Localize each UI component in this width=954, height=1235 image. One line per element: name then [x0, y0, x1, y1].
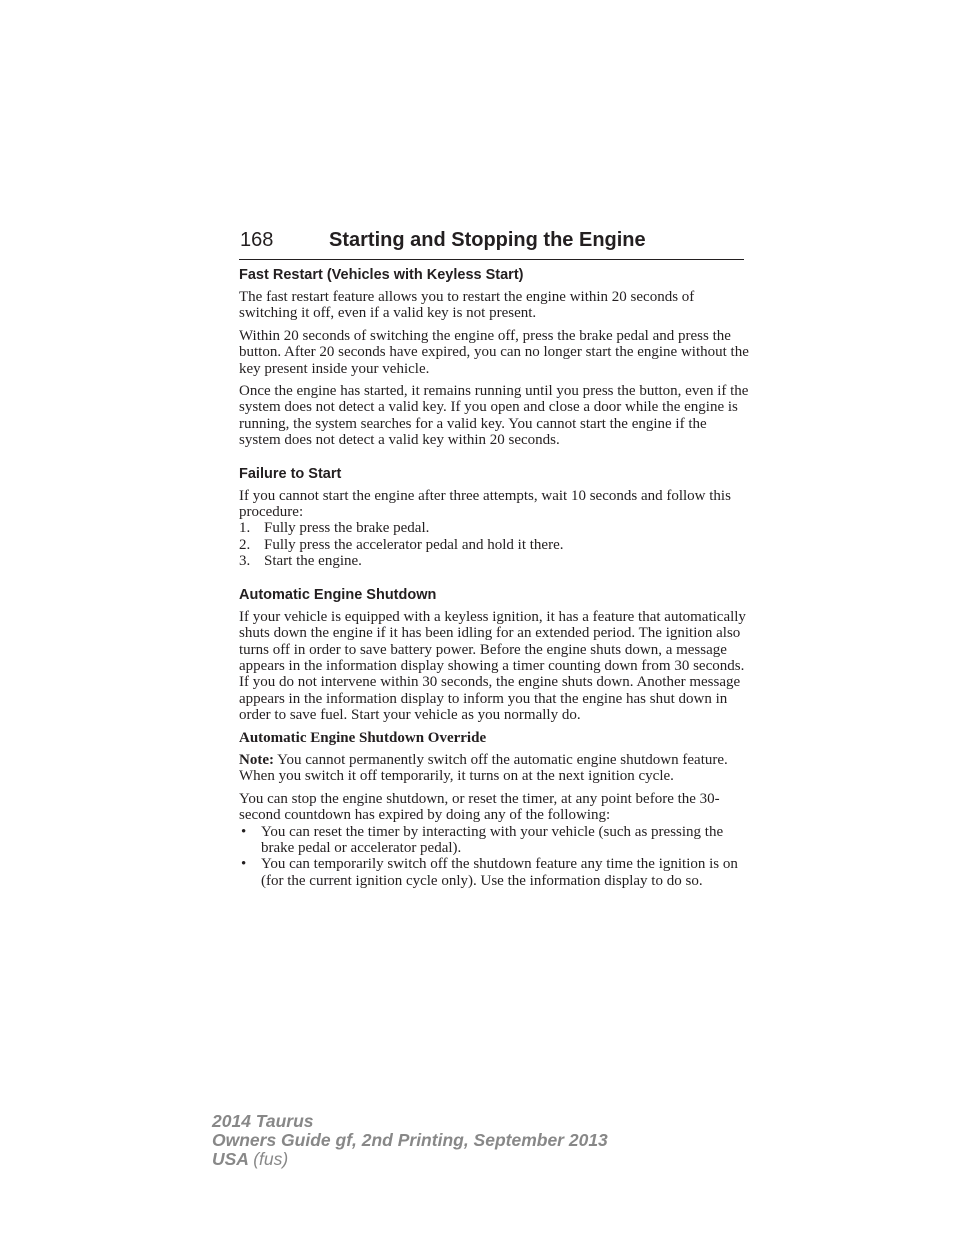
step-text: Fully press the accelerator pedal and hold it there. — [264, 536, 564, 553]
paragraph: The fast restart feature allows you to restart the engine within 20 seconds of switching it off, even if a valid key is not present. — [239, 289, 695, 322]
list-item — [239, 520, 749, 536]
heading-failure-to-start: Failure to Start — [239, 465, 342, 482]
heading-fast-restart: Fast Restart (Vehicles with Keyless Start) — [239, 267, 524, 283]
bullet-icon: • — [241, 823, 247, 840]
step-number: 2. — [239, 536, 251, 553]
paragraph: You can stop the engine shutdown, or reset the timer, at any point before the 30-second countdown has expired by doing any of the following: — [239, 790, 720, 824]
footer-edition: Owners Guide gf, 2nd Printing, September 2013 — [212, 1130, 608, 1150]
page-footer — [212, 1112, 608, 1169]
chapter-title: Starting and Stopping the Engine — [329, 229, 646, 251]
step-text: Fully press the brake pedal. — [264, 520, 430, 537]
page-content — [239, 266, 749, 889]
paragraph: Within 20 seconds of switching the engine off, press the brake pedal and press the button. After 20 seconds have expired, you can no longer start the engine without the key present inside your vehicle. — [239, 327, 749, 377]
page-number: 168 — [240, 229, 274, 251]
footer-region: USA — [212, 1149, 249, 1169]
note-label: Note: — [239, 751, 274, 768]
page-header — [239, 228, 744, 260]
list-item — [239, 856, 749, 889]
paragraph: If you cannot start the engine after three attempts, wait 10 seconds and follow this procedure: — [239, 487, 731, 521]
paragraph: Once the engine has started, it remains running until you press the button, even if the system does not detect a valid key. If you open and close a door while the engine is running, the system searches for a valid key. You cannot start the engine if the system does not detect a valid key within 20 seconds. — [239, 383, 749, 449]
list-item — [239, 824, 749, 857]
heading-automatic-engine-shutdown: Automatic Engine Shutdown — [239, 586, 437, 603]
bullet-text: You can reset the timer by interacting with your vehicle (such as pressing the brake pedal or accelerator pedal). — [261, 823, 724, 856]
bullet-icon: • — [241, 856, 247, 873]
footer-market — [212, 1150, 608, 1169]
numbered-list — [239, 520, 749, 569]
step-number: 3. — [239, 553, 251, 570]
footer-model: 2014 Taurus — [212, 1111, 314, 1131]
bullet-text: You can temporarily switch off the shutdown feature any time the ignition is on (for the current ignition cycle only). Use the information display to do so. — [261, 856, 738, 889]
list-item — [239, 537, 749, 553]
note-text: You cannot permanently switch off the automatic engine shutdown feature. When you switch it off temporarily, it turns on at the next ignition cycle. — [239, 751, 728, 785]
note-paragraph — [239, 752, 749, 785]
paragraph: If your vehicle is equipped with a keyless ignition, it has a feature that automatically shuts down the engine if it has been idling for an extended period. The ignition also turns off in order to save battery power. Before the engine shuts down, a message appears in the information display showing a timer counting down from 30 seconds. If you do not intervene within 30 seconds, the engine shuts down. Another message appears in the information display to inform you that the engine has shut down in order to save fuel. Start your vehicle as you normally do. — [239, 608, 746, 724]
list-item — [239, 553, 749, 569]
bullet-list — [239, 824, 749, 890]
subheading-shutdown-override: Automatic Engine Shutdown Override — [239, 729, 487, 746]
step-number: 1. — [239, 520, 251, 537]
footer-region-code: (fus) — [253, 1149, 289, 1169]
step-text: Start the engine. — [264, 553, 362, 570]
